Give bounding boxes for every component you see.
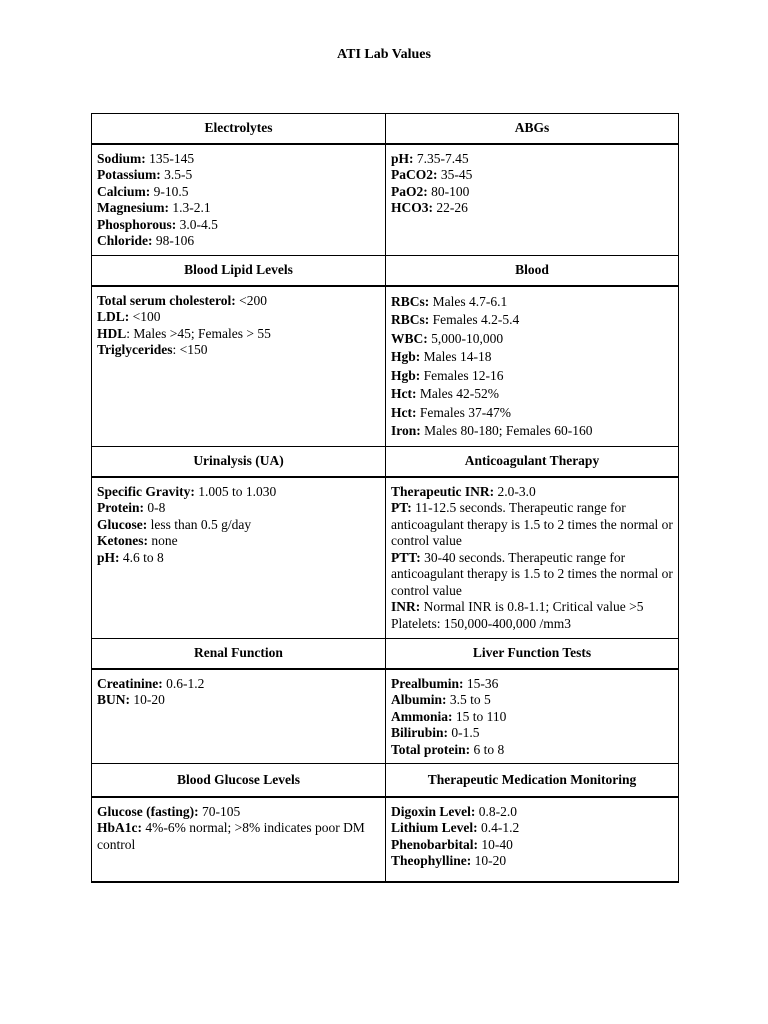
lab-value-label: Sodium:	[97, 150, 146, 166]
lab-value-entry	[391, 742, 673, 759]
lab-value-range: <200	[235, 292, 267, 308]
lab-value-range: Males 80-180; Females 60-160	[420, 423, 593, 438]
lab-value-range: : <150	[172, 342, 208, 357]
lab-value-label: Prealbumin:	[391, 675, 464, 691]
lab-value-entry	[391, 599, 673, 616]
lab-value-label: Triglycerides	[97, 342, 173, 357]
section-heading: Renal Function	[92, 639, 386, 669]
lab-value-label: RBCs:	[391, 293, 430, 309]
section-values	[92, 797, 386, 882]
page-title: ATI Lab Values	[337, 47, 431, 62]
section-heading: Blood Lipid Levels	[92, 256, 386, 286]
lab-value-range: 10-40	[478, 836, 513, 852]
section-values	[92, 144, 386, 256]
lab-value-label: Total protein:	[391, 741, 471, 757]
lab-value-range: 98-106	[152, 233, 195, 248]
section-body-row-glucose-medication	[92, 797, 679, 882]
lab-value-entry	[97, 233, 380, 250]
lab-value-label: Ketones:	[97, 533, 148, 548]
lab-value-range: 35-45	[437, 167, 473, 182]
lab-value-range: 1.3-2.1	[169, 200, 211, 215]
section-header-row-renal-liver	[92, 639, 679, 669]
lab-value-label: PT:	[391, 500, 412, 515]
section-header-row-electrolytes-abgs	[92, 114, 679, 144]
section-values	[92, 286, 386, 447]
lab-value-range: 80-100	[427, 183, 470, 199]
lab-value-label: Chloride:	[97, 233, 153, 248]
lab-value-range: 135-145	[145, 150, 195, 166]
lab-value-label: Magnesium:	[97, 200, 169, 215]
section-heading: ABGs	[386, 114, 679, 144]
lab-value-entry	[97, 326, 380, 343]
lab-value-label: Hct:	[391, 386, 417, 401]
lab-value-label: Glucose (fasting):	[97, 803, 199, 819]
lab-value-entry	[97, 309, 380, 326]
lab-value-range: 22-26	[433, 200, 468, 215]
lab-value-entry	[391, 404, 673, 423]
lab-value-label: PaCO2:	[391, 167, 438, 182]
lab-value-label: Protein:	[97, 500, 144, 515]
section-values	[386, 286, 679, 447]
lab-values-table	[91, 113, 679, 883]
section-body-row-electrolytes-abgs	[92, 144, 679, 256]
lab-value-range: 4.6 to 8	[119, 549, 164, 565]
section-body-row-lipids-blood	[92, 286, 679, 447]
lab-value-entry	[97, 500, 380, 517]
lab-value-range: 15 to 110	[452, 708, 507, 724]
lab-value-entry	[391, 330, 673, 349]
lab-value-range: Males 4.7-6.1	[429, 293, 508, 309]
lab-value-label: INR:	[391, 599, 421, 614]
section-values	[386, 669, 679, 764]
lab-value-entry	[391, 820, 673, 837]
lab-value-label: Albumin:	[391, 692, 447, 707]
lab-value-range: Males 42-52%	[416, 386, 499, 401]
section-heading: Anticoagulant Therapy	[386, 447, 679, 477]
section-heading: Blood	[386, 256, 679, 286]
lab-value-entry	[391, 550, 673, 600]
lab-value-label: Theophylline:	[391, 853, 472, 868]
lab-value-range: 30-40 seconds. Therapeutic range for anticoagulant therapy is 1.5 to 2 times the normal or control value	[391, 549, 673, 598]
section-values	[386, 144, 679, 256]
lab-value-entry	[391, 692, 673, 709]
lab-value-entry	[97, 692, 380, 709]
lab-value-range: : Males >45; Females > 55	[126, 325, 271, 341]
lab-value-range: 4%-6% normal; >8% indicates poor DM control	[97, 820, 365, 852]
lab-value-entry	[97, 517, 380, 534]
section-values	[92, 477, 386, 639]
lab-value-label: Phosphorous:	[97, 216, 177, 232]
lab-value-label: Calcium:	[97, 183, 151, 199]
section-heading: Liver Function Tests	[386, 639, 679, 669]
section-header-row-lipids-blood	[92, 256, 679, 286]
lab-value-label: pH:	[97, 549, 120, 565]
lab-value-range: 70-105	[198, 803, 241, 819]
lab-value-range: 15-36	[463, 675, 499, 691]
lab-value-label: BUN:	[97, 692, 130, 707]
lab-value-entry	[97, 676, 380, 693]
section-values	[386, 797, 679, 882]
lab-value-label: Glucose:	[97, 516, 148, 532]
lab-value-entry	[391, 725, 673, 742]
lab-value-entry	[97, 167, 380, 184]
lab-value-label: Therapeutic INR:	[391, 483, 495, 499]
section-heading: Electrolytes	[92, 114, 386, 144]
lab-value-entry	[391, 200, 673, 217]
lab-value-entry	[391, 422, 673, 441]
lab-value-range: <100	[129, 309, 161, 324]
lab-value-entry	[97, 342, 380, 359]
lab-value-label: HbA1c:	[97, 820, 142, 835]
lab-value-range: 9-10.5	[150, 183, 189, 199]
lab-value-label: Lithium Level:	[391, 820, 478, 835]
lab-value-range: 6 to 8	[470, 741, 505, 757]
lab-value-label: Creatinine:	[97, 675, 163, 691]
lab-value-range: Females 37-47%	[416, 404, 511, 420]
lab-value-range: Normal INR is 0.8-1.1; Critical value >5	[420, 599, 644, 614]
lab-value-range: Males 14-18	[420, 349, 492, 364]
lab-value-entry	[97, 200, 380, 217]
section-header-row-urinalysis-anticoagulant	[92, 447, 679, 477]
lab-value-range: 10-20	[471, 853, 507, 868]
lab-value-range: 0-1.5	[448, 725, 480, 740]
lab-value-range: 2.0-3.0	[494, 483, 536, 499]
lab-value-range: 0-8	[144, 500, 166, 515]
lab-value-range: Females 4.2-5.4	[429, 312, 520, 327]
section-heading: Blood Glucose Levels	[92, 764, 386, 797]
lab-value-entry	[391, 348, 673, 367]
lab-value-entry	[97, 184, 380, 201]
lab-value-label: Hct:	[391, 404, 417, 420]
lab-value-label: Iron:	[391, 423, 421, 438]
section-heading: Therapeutic Medication Monitoring	[386, 764, 679, 797]
lab-value-range: 3.5-5	[160, 167, 193, 182]
lab-value-range: 0.8-2.0	[475, 803, 517, 819]
lab-value-entry	[391, 804, 673, 821]
lab-value-entry	[97, 484, 380, 501]
lab-value-entry	[391, 367, 673, 386]
lab-value-entry	[391, 293, 673, 312]
lab-value-range: none	[148, 533, 178, 548]
lab-value-range: 0.6-1.2	[162, 675, 205, 691]
lab-value-range: 5,000-10,000	[427, 330, 504, 346]
lab-value-label: pH:	[391, 150, 414, 166]
lab-value-range: 3.0-4.5	[176, 216, 218, 232]
section-body-row-urinalysis-anticoagulant	[92, 477, 679, 639]
lab-value-label: Phenobarbital:	[391, 836, 479, 852]
lab-value-entry	[391, 151, 673, 168]
lab-value-label: Hgb:	[391, 349, 421, 364]
lab-value-range: Females 12-16	[420, 367, 504, 383]
section-header-row-glucose-medication	[92, 764, 679, 797]
lab-value-range: 11-12.5 seconds. Therapeutic range for anticoagulant therapy is 1.5 to 2 times the normal or control value	[391, 500, 673, 548]
lab-value-entry	[391, 837, 673, 854]
lab-value-entry	[97, 550, 380, 567]
lab-value-label: LDL:	[97, 309, 130, 324]
lab-value-entry	[391, 184, 673, 201]
lab-value-entry	[391, 484, 673, 501]
lab-value-entry	[97, 217, 380, 234]
lab-value-entry	[391, 385, 673, 404]
lab-value-label: Potassium:	[97, 167, 161, 182]
lab-value-label: Bilirubin:	[391, 725, 449, 740]
lab-value-entry	[391, 709, 673, 726]
lab-value-range: 3.5 to 5	[446, 692, 491, 707]
lab-value-entry	[97, 151, 380, 168]
lab-value-label: HDL	[97, 325, 127, 341]
lab-value-label: PaO2:	[391, 183, 428, 199]
lab-value-range: 0.4-1.2	[477, 820, 520, 835]
lab-value-entry	[391, 167, 673, 184]
lab-value-entry	[391, 676, 673, 693]
lab-value-entry	[391, 311, 673, 330]
lab-value-entry	[391, 853, 673, 870]
section-heading: Urinalysis (UA)	[92, 447, 386, 477]
lab-value-entry	[391, 500, 673, 550]
lab-value-range: 1.005 to 1.030	[194, 483, 277, 499]
lab-value-entry	[97, 533, 380, 550]
lab-value-entry	[97, 820, 380, 853]
lab-value-label: HCO3:	[391, 200, 433, 215]
lab-value-range: 10-20	[130, 692, 165, 707]
lab-value-label: RBCs:	[391, 312, 430, 327]
lab-value-range: 7.35-7.45	[413, 150, 469, 166]
section-body-row-renal-liver	[92, 669, 679, 764]
lab-value-label: Digoxin Level:	[391, 803, 476, 819]
lab-value-label: Ammonia:	[391, 708, 453, 724]
lab-value-label: WBC:	[391, 330, 428, 346]
lab-value-label: Specific Gravity:	[97, 483, 195, 499]
lab-value-entry	[97, 293, 380, 310]
section-values	[92, 669, 386, 764]
lab-value-entry	[97, 804, 380, 821]
lab-value-label: Total serum cholesterol:	[97, 292, 236, 308]
lab-value-entry	[391, 616, 673, 633]
lab-value-label: PTT:	[391, 549, 421, 565]
lab-value-label: Hgb:	[391, 367, 421, 383]
section-values	[386, 477, 679, 639]
lab-value-range: Platelets: 150,000-400,000 /mm3	[391, 615, 571, 631]
lab-value-range: less than 0.5 g/day	[147, 516, 252, 532]
